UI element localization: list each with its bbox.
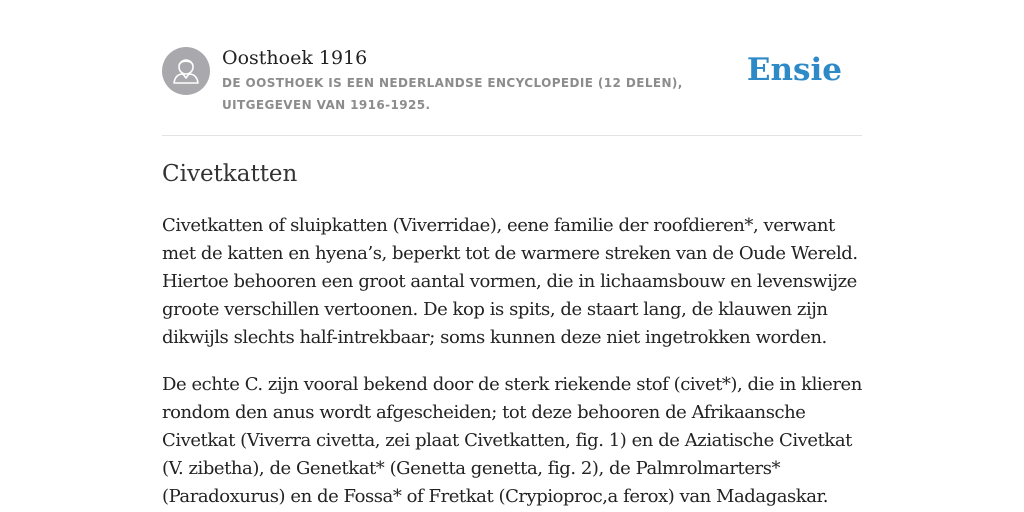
entry-paragraph: De echte C. zijn vooral bekend door de sterk riekende stof (civet*), die in klieren rondom den anus wordt afgescheiden; tot deze behooren de Afrikaansche Civetkat (Viverra civetta, zei plaat Civetkatten, fig. 1) en de Aziatische Civetkat (V. zibetha), de Genetkat* (Genetta genetta, fig. 2), de Palmrolmarters* (Paradoxurus) en de Fossa* of Fretkat (Crypioproc,a ferox) van Madagaskar. xyxy=(162,374,862,507)
source-header xyxy=(162,44,862,124)
brand-logo[interactable]: Ensie xyxy=(746,52,842,88)
divider xyxy=(162,135,862,136)
source-description: DE OOSTHOEK IS EEN NEDERLANDSE ENCYCLOPEDIE (12 DELEN), UITGEGEVEN VAN 1916-1925. xyxy=(222,76,683,112)
entry-body xyxy=(162,212,862,512)
avatar[interactable] xyxy=(162,47,210,95)
entry-title: Civetkatten xyxy=(162,161,298,187)
entry-paragraph: Civetkatten of sluipkatten (Viverridae), eene familie der roofdieren*, verwant met de katten en hyena’s, beperkt tot de warmere streken van de Oude Wereld. Hiertoe behooren een groot aantal vormen, die in lichaamsbouw en levenswijze groote verschillen vertoonen. De kop is spits, de staart lang, de klauwen zijn dikwijls slechts half-intrekbaar; soms kunnen deze niet ingetrokken worden. xyxy=(162,215,858,348)
source-title[interactable]: Oosthoek 1916 xyxy=(222,47,368,69)
user-icon xyxy=(162,47,210,95)
